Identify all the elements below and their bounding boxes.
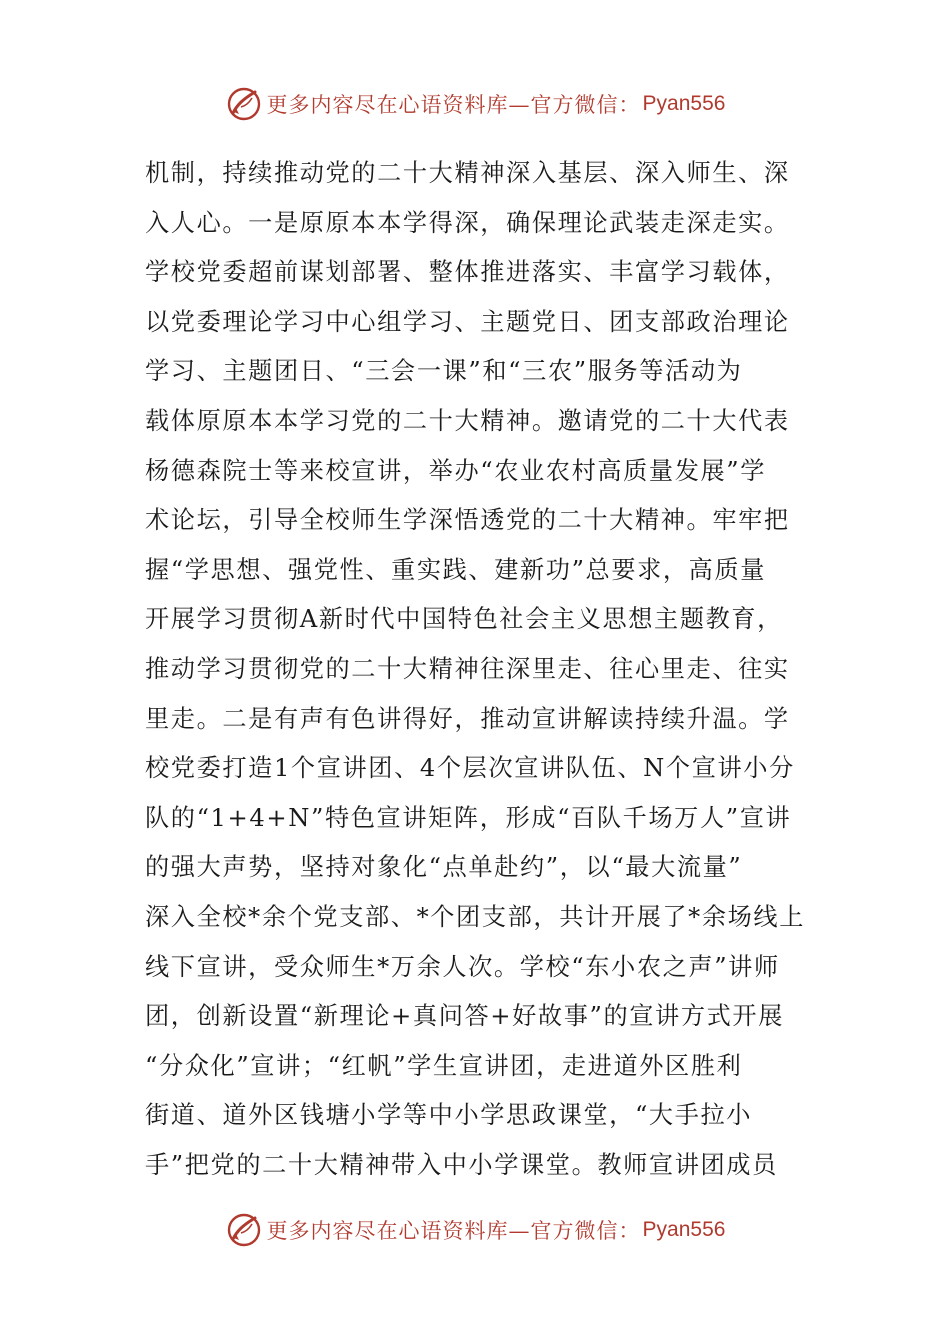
- body-text-line: 学校党委超前谋划部署、整体推进落实、丰富学习载体，: [145, 258, 790, 287]
- body-text-line: 深入全校*余个党支部、*个团支部，共计开展了*余场线上: [145, 902, 805, 931]
- footer-wechat-id: Pyan556: [642, 1218, 726, 1241]
- body-text-line: 机制，持续推动党的二十大精神深入基层、深入师生、深: [145, 159, 790, 187]
- body-text-line: 团，创新设置“新理论+真问答+好故事”的宣讲方式开展: [145, 1002, 784, 1031]
- body-text-line: 术论坛，引导全校师生学深悟透党的二十大精神。牢牢把: [145, 506, 790, 535]
- document-body: [145, 149, 825, 1190]
- body-text-line: 校党委打造1个宣讲团、4个层次宣讲队伍、N个宣讲小分: [145, 754, 795, 783]
- body-text-line: 入人心。一是原原本本学得深，确保理论武装走深走实。: [145, 208, 790, 237]
- body-text-line: 开展学习贯彻A新时代中国特色社会主义思想主题教育，: [145, 605, 783, 634]
- footer-banner-text: 更多内容尽在心语资料库—官方微信：: [266, 1219, 641, 1243]
- body-text-line: 队的“1+4+N”特色宣讲矩阵，形成“百队千场万人”宣讲: [145, 803, 792, 832]
- pen-logo-icon: [225, 1211, 263, 1249]
- body-text-line: “分众化”宣讲；“红帆”学生宣讲团，走进道外区胜利: [145, 1051, 743, 1080]
- body-text-line: 握“学思想、强党性、重实践、建新功”总要求，高质量: [145, 555, 767, 584]
- pen-logo-icon: [225, 85, 263, 123]
- header-banner-text: 更多内容尽在心语资料库—官方微信：: [266, 93, 641, 117]
- body-text-line: 里走。二是有声有色讲得好，推动宣讲解读持续升温。学: [145, 704, 790, 733]
- body-text-line: 学习、主题团日、“三会一课”和“三农”服务等活动为: [145, 357, 743, 386]
- body-text-line: 的强大声势，坚持对象化“点单赴约”，以“最大流量”: [145, 853, 743, 882]
- header-watermark-banner: [0, 82, 950, 126]
- body-text-line: 推动学习贯彻党的二十大精神往深里走、往心里走、往实: [145, 654, 790, 683]
- header-wechat-id: Pyan556: [642, 92, 726, 115]
- body-text-line: 以党委理论学习中心组学习、主题党日、团支部政治理论: [145, 307, 790, 336]
- body-text-line: 线下宣讲，受众师生*万余人次。学校“东小农之声”讲师: [145, 952, 780, 981]
- body-text-line: 杨德森院士等来校宣讲，举办“农业农村高质量发展”学: [145, 456, 767, 485]
- body-text-line: 手”把党的二十大精神带入中小学课堂。教师宣讲团成员: [145, 1150, 778, 1179]
- footer-watermark-banner: [0, 1208, 950, 1252]
- body-text-line: 载体原原本本学习党的二十大精神。邀请党的二十大代表: [145, 406, 790, 435]
- body-text-line: 街道、道外区钱塘小学等中小学思政课堂，“大手拉小: [145, 1101, 753, 1130]
